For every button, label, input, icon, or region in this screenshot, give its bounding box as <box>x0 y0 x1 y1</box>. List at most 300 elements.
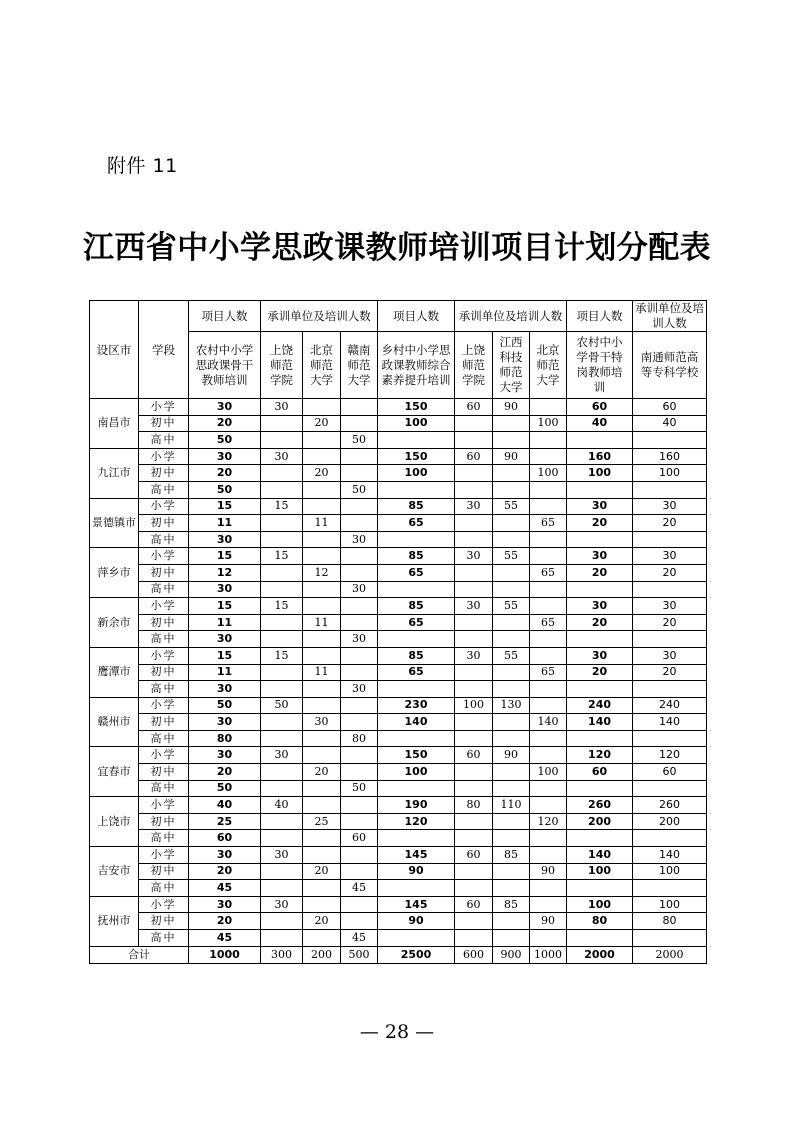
table-row <box>90 797 707 814</box>
total-row <box>90 946 707 963</box>
value-cell-c1: 100 <box>633 896 707 913</box>
value-cell-c <box>567 631 633 648</box>
value-cell-b1: 60 <box>455 747 493 764</box>
value-cell-a1 <box>261 780 303 797</box>
total-cell-c1: 2000 <box>633 946 707 963</box>
value-cell-b1: 30 <box>455 498 493 515</box>
value-cell-a: 20 <box>189 465 261 482</box>
value-cell-b2 <box>493 813 530 830</box>
table-row <box>90 515 707 532</box>
value-cell-b <box>378 730 455 747</box>
value-cell-c1: 120 <box>633 747 707 764</box>
value-cell-b3 <box>530 448 567 465</box>
city-cell: 吉安市 <box>90 847 139 897</box>
value-cell-c1: 80 <box>633 913 707 930</box>
value-cell-a2: 20 <box>303 863 341 880</box>
value-cell-a2 <box>303 747 341 764</box>
value-cell-a3 <box>341 448 378 465</box>
table-row <box>90 465 707 482</box>
value-cell-a: 30 <box>189 448 261 465</box>
value-cell-b3: 120 <box>530 813 567 830</box>
value-cell-c1 <box>633 481 707 498</box>
value-cell-b1 <box>455 465 493 482</box>
stage-cell: 初中 <box>139 813 189 830</box>
stage-cell: 小学 <box>139 548 189 565</box>
table-row <box>90 399 707 416</box>
stage-cell: 初中 <box>139 714 189 731</box>
value-cell-b <box>378 631 455 648</box>
value-cell-a3 <box>341 697 378 714</box>
value-cell-b2: 55 <box>493 647 530 664</box>
stage-cell: 小学 <box>139 697 189 714</box>
header-g2-units: 承训单位及培训人数 <box>455 301 567 332</box>
value-cell-a: 50 <box>189 432 261 449</box>
value-cell-b: 65 <box>378 664 455 681</box>
value-cell-a1: 15 <box>261 598 303 615</box>
value-cell-a2: 11 <box>303 664 341 681</box>
value-cell-b <box>378 432 455 449</box>
value-cell-a: 50 <box>189 697 261 714</box>
value-cell-a2 <box>303 448 341 465</box>
value-cell-b3 <box>530 697 567 714</box>
value-cell-a1: 30 <box>261 847 303 864</box>
value-cell-a2 <box>303 581 341 598</box>
stage-cell: 高中 <box>139 432 189 449</box>
value-cell-a3 <box>341 647 378 664</box>
value-cell-b: 190 <box>378 797 455 814</box>
value-cell-b1 <box>455 531 493 548</box>
table-row <box>90 498 707 515</box>
value-cell-b1: 30 <box>455 647 493 664</box>
value-cell-b3 <box>530 681 567 698</box>
value-cell-b3: 65 <box>530 564 567 581</box>
header-p1-u1: 上饶师范学院 <box>261 332 303 399</box>
value-cell-a3 <box>341 515 378 532</box>
value-cell-c1: 20 <box>633 664 707 681</box>
value-cell-b3 <box>530 780 567 797</box>
value-cell-c: 30 <box>567 498 633 515</box>
header-region: 设区市 <box>90 301 139 399</box>
value-cell-c1: 200 <box>633 813 707 830</box>
value-cell-b2 <box>493 631 530 648</box>
table-row <box>90 697 707 714</box>
stage-cell: 高中 <box>139 730 189 747</box>
city-cell: 新余市 <box>90 598 139 648</box>
value-cell-a: 60 <box>189 830 261 847</box>
total-cell-b: 2500 <box>378 946 455 963</box>
value-cell-b1 <box>455 880 493 897</box>
city-cell: 赣州市 <box>90 697 139 747</box>
value-cell-a2 <box>303 432 341 449</box>
value-cell-a2 <box>303 797 341 814</box>
value-cell-a1 <box>261 415 303 432</box>
value-cell-c <box>567 730 633 747</box>
value-cell-a: 30 <box>189 896 261 913</box>
value-cell-c: 30 <box>567 598 633 615</box>
value-cell-b3 <box>530 399 567 416</box>
value-cell-a: 15 <box>189 647 261 664</box>
value-cell-a2: 12 <box>303 564 341 581</box>
value-cell-b2 <box>493 531 530 548</box>
value-cell-b2: 110 <box>493 797 530 814</box>
value-cell-b1 <box>455 564 493 581</box>
value-cell-b1 <box>455 913 493 930</box>
value-cell-a3: 80 <box>341 730 378 747</box>
table-row <box>90 714 707 731</box>
value-cell-b2 <box>493 664 530 681</box>
value-cell-a3 <box>341 415 378 432</box>
stage-cell: 初中 <box>139 415 189 432</box>
stage-cell: 高中 <box>139 531 189 548</box>
value-cell-a1 <box>261 681 303 698</box>
value-cell-a2 <box>303 896 341 913</box>
value-cell-b3 <box>530 647 567 664</box>
value-cell-a2: 11 <box>303 515 341 532</box>
value-cell-a2: 30 <box>303 714 341 731</box>
table-row <box>90 863 707 880</box>
value-cell-b <box>378 681 455 698</box>
value-cell-c1: 260 <box>633 797 707 814</box>
value-cell-c1: 30 <box>633 548 707 565</box>
city-cell: 萍乡市 <box>90 548 139 598</box>
table-row <box>90 581 707 598</box>
total-cell-b1: 600 <box>455 946 493 963</box>
value-cell-b1 <box>455 664 493 681</box>
value-cell-a: 11 <box>189 515 261 532</box>
value-cell-b2 <box>493 465 530 482</box>
value-cell-b3: 100 <box>530 465 567 482</box>
value-cell-c1 <box>633 830 707 847</box>
value-cell-b1: 80 <box>455 797 493 814</box>
value-cell-c: 140 <box>567 847 633 864</box>
value-cell-b3: 65 <box>530 515 567 532</box>
header-g1-count: 项目人数 <box>189 301 261 332</box>
total-cell-c: 2000 <box>567 946 633 963</box>
value-cell-b: 100 <box>378 764 455 781</box>
header-g3-count: 项目人数 <box>567 301 633 332</box>
value-cell-b3 <box>530 797 567 814</box>
value-cell-a: 50 <box>189 481 261 498</box>
value-cell-b2: 90 <box>493 747 530 764</box>
value-cell-b: 100 <box>378 465 455 482</box>
value-cell-c1 <box>633 432 707 449</box>
value-cell-a: 25 <box>189 813 261 830</box>
value-cell-b1 <box>455 415 493 432</box>
value-cell-a: 40 <box>189 797 261 814</box>
value-cell-a1 <box>261 481 303 498</box>
value-cell-b3 <box>530 730 567 747</box>
value-cell-b1 <box>455 813 493 830</box>
value-cell-a2 <box>303 830 341 847</box>
value-cell-b1 <box>455 714 493 731</box>
value-cell-a2: 25 <box>303 813 341 830</box>
value-cell-c: 30 <box>567 647 633 664</box>
stage-cell: 小学 <box>139 598 189 615</box>
value-cell-a3: 50 <box>341 432 378 449</box>
value-cell-b1 <box>455 863 493 880</box>
value-cell-c1 <box>633 531 707 548</box>
stage-cell: 高中 <box>139 930 189 947</box>
value-cell-b2 <box>493 581 530 598</box>
value-cell-a3 <box>341 498 378 515</box>
value-cell-a: 45 <box>189 880 261 897</box>
value-cell-c1: 40 <box>633 415 707 432</box>
value-cell-b3 <box>530 830 567 847</box>
value-cell-a3: 45 <box>341 880 378 897</box>
value-cell-a1 <box>261 880 303 897</box>
value-cell-b3: 65 <box>530 664 567 681</box>
table-row <box>90 432 707 449</box>
value-cell-c1: 140 <box>633 847 707 864</box>
value-cell-a: 30 <box>189 714 261 731</box>
value-cell-b2 <box>493 863 530 880</box>
table-row <box>90 880 707 897</box>
table-row <box>90 730 707 747</box>
header-p1-u2: 北京师范大学 <box>303 332 341 399</box>
value-cell-a1 <box>261 863 303 880</box>
value-cell-b2 <box>493 730 530 747</box>
value-cell-b3 <box>530 581 567 598</box>
value-cell-a1: 30 <box>261 747 303 764</box>
city-cell: 宜春市 <box>90 747 139 797</box>
value-cell-b1 <box>455 515 493 532</box>
value-cell-c1: 20 <box>633 614 707 631</box>
value-cell-b1 <box>455 730 493 747</box>
value-cell-b2: 85 <box>493 896 530 913</box>
value-cell-a: 20 <box>189 415 261 432</box>
header-g1-units: 承训单位及培训人数 <box>261 301 378 332</box>
value-cell-c1 <box>633 930 707 947</box>
value-cell-b3 <box>530 498 567 515</box>
value-cell-c1 <box>633 631 707 648</box>
value-cell-c: 120 <box>567 747 633 764</box>
total-cell-a2: 200 <box>303 946 341 963</box>
value-cell-c <box>567 432 633 449</box>
stage-cell: 高中 <box>139 581 189 598</box>
value-cell-a3: 30 <box>341 581 378 598</box>
value-cell-b2 <box>493 415 530 432</box>
stage-cell: 小学 <box>139 498 189 515</box>
table-row <box>90 548 707 565</box>
value-cell-b <box>378 830 455 847</box>
value-cell-c1: 30 <box>633 598 707 615</box>
table-row <box>90 614 707 631</box>
value-cell-b1 <box>455 830 493 847</box>
value-cell-b: 65 <box>378 515 455 532</box>
value-cell-b3: 90 <box>530 913 567 930</box>
city-cell: 上饶市 <box>90 797 139 847</box>
header-p2-u2: 江西科技师范大学 <box>493 332 530 399</box>
value-cell-a1 <box>261 631 303 648</box>
table-row <box>90 780 707 797</box>
value-cell-b3 <box>530 880 567 897</box>
value-cell-c <box>567 780 633 797</box>
value-cell-a2 <box>303 681 341 698</box>
stage-cell: 初中 <box>139 664 189 681</box>
value-cell-c: 20 <box>567 664 633 681</box>
value-cell-c <box>567 930 633 947</box>
value-cell-c1: 30 <box>633 647 707 664</box>
value-cell-a3 <box>341 896 378 913</box>
value-cell-a1: 40 <box>261 797 303 814</box>
stage-cell: 高中 <box>139 481 189 498</box>
city-cell: 鹰潭市 <box>90 647 139 697</box>
attachment-label: 附件 11 <box>107 155 178 177</box>
value-cell-a2 <box>303 697 341 714</box>
value-cell-b2 <box>493 780 530 797</box>
value-cell-b3 <box>530 531 567 548</box>
value-cell-c: 240 <box>567 697 633 714</box>
stage-cell: 小学 <box>139 399 189 416</box>
value-cell-a3 <box>341 564 378 581</box>
value-cell-b: 150 <box>378 747 455 764</box>
value-cell-b: 140 <box>378 714 455 731</box>
value-cell-c1: 30 <box>633 498 707 515</box>
value-cell-c: 100 <box>567 465 633 482</box>
value-cell-a1 <box>261 714 303 731</box>
total-cell-a3: 500 <box>341 946 378 963</box>
table-row <box>90 531 707 548</box>
value-cell-a: 15 <box>189 498 261 515</box>
value-cell-a2: 20 <box>303 415 341 432</box>
table-row <box>90 598 707 615</box>
header-row-1 <box>90 301 707 332</box>
value-cell-a: 30 <box>189 581 261 598</box>
city-cell: 九江市 <box>90 448 139 498</box>
value-cell-a1: 15 <box>261 548 303 565</box>
header-p2-u3: 北京师范大学 <box>530 332 567 399</box>
value-cell-b <box>378 780 455 797</box>
table-row <box>90 415 707 432</box>
value-cell-c: 40 <box>567 415 633 432</box>
value-cell-b1 <box>455 581 493 598</box>
value-cell-a1: 15 <box>261 647 303 664</box>
value-cell-a3: 30 <box>341 631 378 648</box>
value-cell-b3 <box>530 598 567 615</box>
stage-cell: 初中 <box>139 863 189 880</box>
value-cell-a1 <box>261 930 303 947</box>
value-cell-c1 <box>633 780 707 797</box>
value-cell-a1 <box>261 465 303 482</box>
value-cell-b3: 90 <box>530 863 567 880</box>
value-cell-c: 100 <box>567 863 633 880</box>
stage-cell: 初中 <box>139 614 189 631</box>
table-row <box>90 631 707 648</box>
value-cell-b2 <box>493 681 530 698</box>
total-cell-a: 1000 <box>189 946 261 963</box>
value-cell-b <box>378 880 455 897</box>
total-cell-a1: 300 <box>261 946 303 963</box>
value-cell-a: 11 <box>189 614 261 631</box>
header-p1-u3: 赣南师范大学 <box>341 332 378 399</box>
value-cell-a3 <box>341 847 378 864</box>
value-cell-a: 20 <box>189 764 261 781</box>
value-cell-b2: 90 <box>493 448 530 465</box>
value-cell-b: 65 <box>378 614 455 631</box>
value-cell-a3 <box>341 598 378 615</box>
table-row <box>90 647 707 664</box>
value-cell-b1 <box>455 681 493 698</box>
value-cell-a3 <box>341 465 378 482</box>
value-cell-b1 <box>455 930 493 947</box>
value-cell-c1: 20 <box>633 515 707 532</box>
value-cell-a2: 11 <box>303 614 341 631</box>
value-cell-a3: 45 <box>341 930 378 947</box>
value-cell-b: 230 <box>378 697 455 714</box>
value-cell-b2 <box>493 714 530 731</box>
stage-cell: 小学 <box>139 448 189 465</box>
value-cell-b: 145 <box>378 896 455 913</box>
city-cell: 南昌市 <box>90 399 139 449</box>
stage-cell: 初中 <box>139 564 189 581</box>
total-label: 合计 <box>90 946 189 963</box>
table-row <box>90 913 707 930</box>
value-cell-a1: 30 <box>261 896 303 913</box>
value-cell-c1: 60 <box>633 764 707 781</box>
value-cell-a2: 20 <box>303 764 341 781</box>
table-row <box>90 930 707 947</box>
header-stage: 学段 <box>139 301 189 399</box>
value-cell-b3 <box>530 747 567 764</box>
value-cell-b <box>378 531 455 548</box>
stage-cell: 初中 <box>139 515 189 532</box>
value-cell-a3 <box>341 913 378 930</box>
value-cell-b3 <box>530 631 567 648</box>
value-cell-b2 <box>493 481 530 498</box>
city-cell: 抚州市 <box>90 896 139 946</box>
value-cell-a3 <box>341 548 378 565</box>
value-cell-b: 85 <box>378 647 455 664</box>
value-cell-a1: 30 <box>261 448 303 465</box>
table-row <box>90 448 707 465</box>
table-row <box>90 764 707 781</box>
value-cell-c1 <box>633 681 707 698</box>
value-cell-c: 60 <box>567 764 633 781</box>
value-cell-a2 <box>303 531 341 548</box>
value-cell-b2 <box>493 830 530 847</box>
stage-cell: 高中 <box>139 780 189 797</box>
stage-cell: 小学 <box>139 647 189 664</box>
table-row <box>90 847 707 864</box>
value-cell-b2 <box>493 880 530 897</box>
value-cell-b1: 60 <box>455 896 493 913</box>
value-cell-b3: 100 <box>530 415 567 432</box>
value-cell-a1 <box>261 564 303 581</box>
table-row <box>90 830 707 847</box>
value-cell-b: 85 <box>378 498 455 515</box>
stage-cell: 高中 <box>139 681 189 698</box>
value-cell-b3: 65 <box>530 614 567 631</box>
value-cell-b <box>378 581 455 598</box>
value-cell-b1: 30 <box>455 598 493 615</box>
value-cell-a2 <box>303 730 341 747</box>
value-cell-c <box>567 681 633 698</box>
value-cell-b2: 85 <box>493 847 530 864</box>
value-cell-a2 <box>303 780 341 797</box>
header-p3-u1: 南通师范高等专科学校 <box>633 332 707 399</box>
value-cell-b3: 100 <box>530 764 567 781</box>
value-cell-a: 30 <box>189 399 261 416</box>
value-cell-b1: 60 <box>455 448 493 465</box>
value-cell-a1: 50 <box>261 697 303 714</box>
page-title: 江西省中小学思政课教师培训项目计划分配表 <box>83 230 711 266</box>
value-cell-a2 <box>303 880 341 897</box>
stage-cell: 初中 <box>139 465 189 482</box>
value-cell-a2 <box>303 481 341 498</box>
value-cell-a3 <box>341 764 378 781</box>
stage-cell: 高中 <box>139 880 189 897</box>
value-cell-c <box>567 880 633 897</box>
